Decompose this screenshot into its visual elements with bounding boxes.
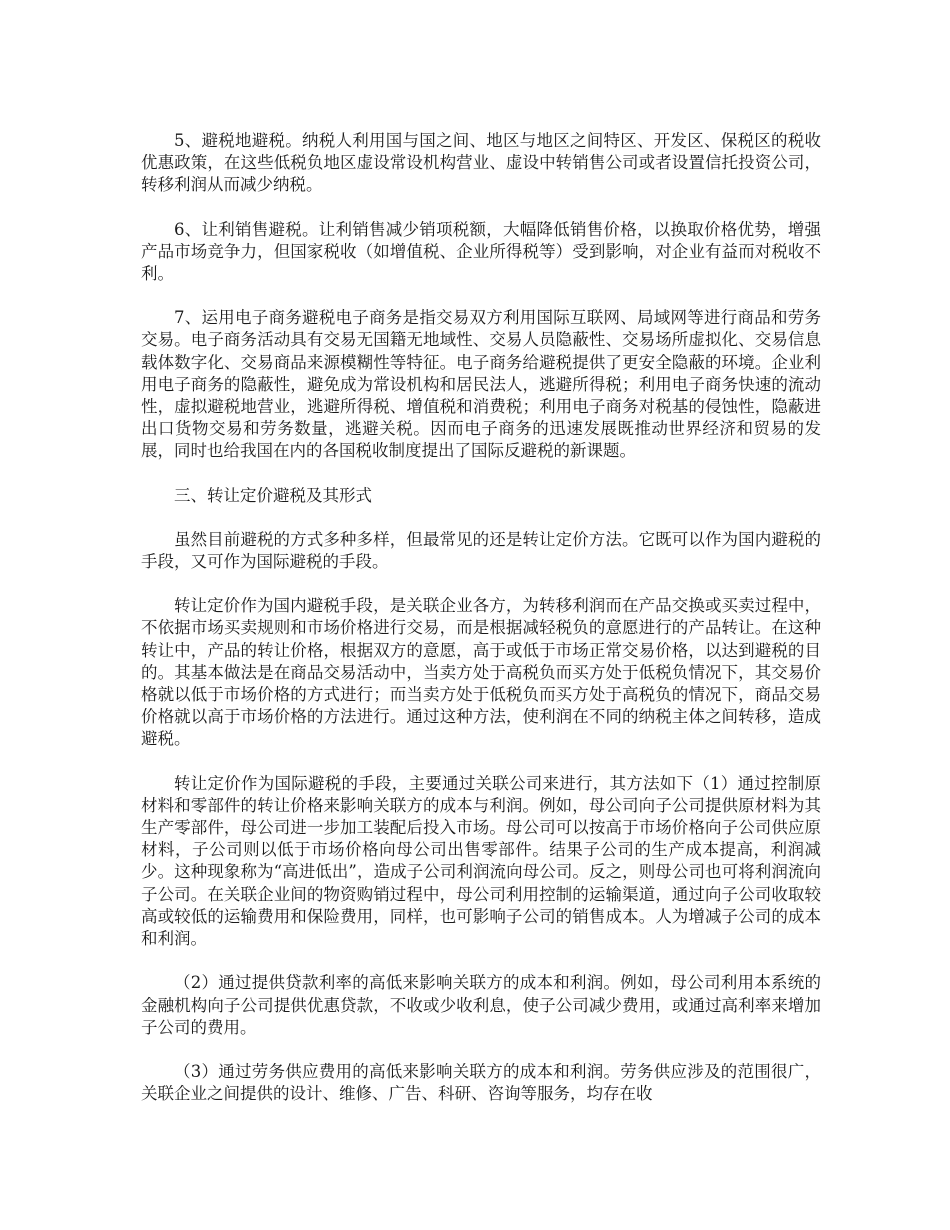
- paragraph-tax-haven: 5、避税地避税。纳税人利用国与国之间、地区与地区之间特区、开发区、保税区的税收优惠政策，在这些低税负地区虚设常设机构营业、虚设中转销售公司或者设置信托投资公司，转移利润从而减少纳税。: [141, 131, 821, 195]
- paragraph-international-transfer-pricing: 转让定价作为国际避税的手段，主要通过关联公司来进行，其方法如下（1）通过控制原材料和零部件的转让价格来影响关联方的成本与利润。例如，母公司向子公司提供原材料为其生产零部件，母公司进一步加工装配后投入市场。母公司可以按高于市场价格向子公司供应原材料，子公司则以低于市场价格向母公司出售零部件。结果子公司的生产成本提高，利润减少。这种现象称为“高进低出”，造成子公司利润流向母公司。反之，则母公司也可将利润流向子公司。在关联企业间的物资购销过程中，母公司利用控制的运输渠道，通过向子公司收取较高或较低的运输费用和保险费用，同样，也可影响子公司的销售成本。人为增减子公司的成本和利润。: [141, 773, 821, 949]
- section-heading: 三、转让定价避税及其形式: [174, 485, 372, 505]
- paragraph-service-fees: （3）通过劳务供应费用的高低来影响关联方的成本和利润。劳务供应涉及的范围很广，关联企业之间提供的设计、维修、广告、科研、咨询等服务，均存在收: [141, 1061, 821, 1104]
- paragraph-domestic-transfer-pricing: 转让定价作为国内避税手段，是关联企业各方，为转移利润而在产品交换或买卖过程中，不依据市场买卖规则和市场价格进行交易，而是根据减轻税负的意愿进行的产品转让。在这种转让中，产品的转让价格，根据双方的意愿，高于或低于市场正常交易价格，以达到避税的目的。其基本做法是在商品交易活动中，当卖方处于高税负而买方处于低税负情况下，其交易价格就以低于市场价格的方式进行；而当卖方处于低税负而买方处于高税负的情况下，商品交易价格就以高于市场价格的方法进行。通过这种方法，使利润在不同的纳税主体之间转移，造成避税。: [141, 596, 821, 749]
- document-page: [141, 130, 821, 1127]
- paragraph-e-commerce: 7、运用电子商务避税电子商务是指交易双方利用国际互联网、局域网等进行商品和劳务交易。电子商务活动具有交易无国籍无地域性、交易人员隐蔽性、交易场所虚拟化、交易信息载体数字化、交易商品来源模糊性等特征。电子商务给避税提供了更安全隐蔽的环境。企业利用电子商务的隐蔽性，避免成为常设机构和居民法人，逃避所得税；利用电子商务快速的流动性，虚拟避税地营业，逃避所得税、增值税和消费税；利用电子商务对税基的侵蚀性，隐蔽进出口货物交易和劳务数量，逃避关税。因而电子商务的迅速发展既推动世界经济和贸易的发展，同时也给我国在内的各国税收制度提出了国际反避税的新课题。: [141, 308, 821, 461]
- paragraph-transfer-pricing-intro: 虽然目前避税的方式多种多样，但最常见的还是转让定价方法。它既可以作为国内避税的手段，又可作为国际避税的手段。: [141, 529, 821, 572]
- paragraph-discount-sales: 6、让利销售避税。让利销售减少销项税额，大幅降低销售价格，以换取价格优势，增强产品市场竞争力，但国家税收（如增值税、企业所得税等）受到影响，对企业有益而对税收不利。: [141, 219, 821, 284]
- paragraph-loan-interest: （2）通过提供贷款利率的高低来影响关联方的成本和利润。例如，母公司利用本系统的金融机构向子公司提供优惠贷款，不收或少收利息，使子公司减少费用，或通过高利率来增加子公司的费用。: [141, 973, 821, 1037]
